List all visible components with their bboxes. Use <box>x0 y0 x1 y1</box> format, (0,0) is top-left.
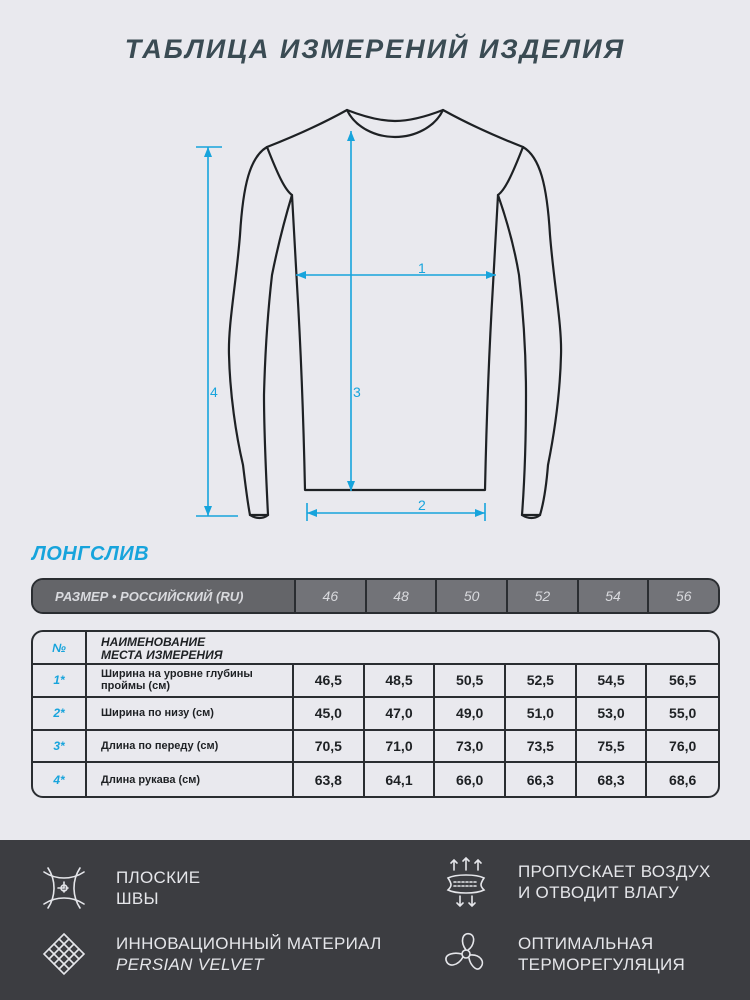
feature-material <box>38 928 382 980</box>
table-cell: 47,0 <box>365 698 436 731</box>
size-cell: 56 <box>647 580 718 612</box>
feature-flat-seams <box>38 862 200 914</box>
table-header-name <box>87 632 718 665</box>
flat-seams-icon <box>38 862 90 914</box>
table-cell: 45,0 <box>294 698 365 731</box>
table-cell: 49,0 <box>435 698 506 731</box>
table-cell: 56,5 <box>647 665 718 698</box>
features-footer <box>0 840 750 1000</box>
header-name-line2: МЕСТА ИЗМЕРЕНИЯ <box>101 647 223 662</box>
table-cell: 68,6 <box>669 771 697 788</box>
table-cell: 73,0 <box>435 731 506 764</box>
table-cell: 64,1 <box>365 763 436 796</box>
size-cell: 48 <box>365 580 436 612</box>
table-cell: 48,5 <box>365 665 436 698</box>
page-title: ТАБЛИЦА ИЗМЕРЕНИЙ ИЗДЕЛИЯ <box>124 34 626 64</box>
row-number: 3* <box>33 731 87 764</box>
section-title: ЛОНГСЛИВ <box>32 543 150 565</box>
table-cell: 75,5 <box>577 731 648 764</box>
feature-line: ОПТИМАЛЬНАЯ <box>518 934 654 953</box>
feature-breathable <box>440 856 711 908</box>
garment-outline <box>0 95 750 535</box>
table-cell: 50,5 <box>435 665 506 698</box>
table-cell: 70,5 <box>294 731 365 764</box>
table-cell: 54,5 <box>577 665 648 698</box>
feature-line: ПРОПУСКАЕТ ВОЗДУХ <box>518 862 711 881</box>
size-header-bar <box>31 578 720 614</box>
measurements-table <box>31 630 720 798</box>
dimension-label-3: 3 <box>353 384 361 400</box>
row-number: 1* <box>33 665 87 698</box>
dimension-label-2: 2 <box>418 497 426 513</box>
feature-line: ИННОВАЦИОННЫЙ МАТЕРИАЛ <box>116 934 382 953</box>
breathable-fabric-icon <box>440 856 492 908</box>
table-cell: 73,5 <box>506 731 577 764</box>
size-cell: 54 <box>577 580 648 612</box>
longsleeve-diagram <box>0 95 750 535</box>
row-name: Ширина на уровне глубины проймы (см) <box>87 665 294 698</box>
row-name: Длина по переду (см) <box>87 731 294 764</box>
table-cell: 71,0 <box>365 731 436 764</box>
fan-icon <box>440 928 492 980</box>
feature-line: ПЛОСКИЕ <box>116 868 201 887</box>
table-cell: 68,3 <box>577 763 648 796</box>
table-header-num: № <box>33 632 87 665</box>
header-name-line1: НАИМЕНОВАНИЕ <box>101 634 206 649</box>
table-cell: 76,0 <box>647 731 718 764</box>
dimension-label-1: 1 <box>418 260 426 276</box>
table-cell: 51,0 <box>506 698 577 731</box>
table-cell: 46,5 <box>294 665 365 698</box>
size-cell: 50 <box>435 580 506 612</box>
size-cell: 46 <box>294 580 365 612</box>
table-cell: 55,0 <box>647 698 718 731</box>
dimension-label-4: 4 <box>210 384 218 400</box>
table-cell: 63,8 <box>294 763 365 796</box>
row-name: Ширина по низу (см) <box>87 698 294 731</box>
row-name: Длина рукава (см) <box>87 763 294 796</box>
row-number: 4* <box>33 763 87 796</box>
table-cell: 66,0 <box>435 763 506 796</box>
row-number: 2* <box>33 698 87 731</box>
table-cell: 52,5 <box>506 665 577 698</box>
table-cell: 53,0 <box>577 698 648 731</box>
size-system-label: РАЗМЕР • РОССИЙСКИЙ (RU) <box>33 580 294 612</box>
feature-line: PERSIAN VELVET <box>116 955 264 974</box>
feature-thermoregulation <box>440 928 685 980</box>
feature-line: И ОТВОДИТ ВЛАГУ <box>518 883 680 902</box>
woven-material-icon <box>38 928 90 980</box>
size-cell: 52 <box>506 580 577 612</box>
table-cell: 66,3 <box>506 763 577 796</box>
feature-line: ТЕРМОРЕГУЛЯЦИЯ <box>518 955 686 974</box>
feature-line: ШВЫ <box>116 889 159 908</box>
